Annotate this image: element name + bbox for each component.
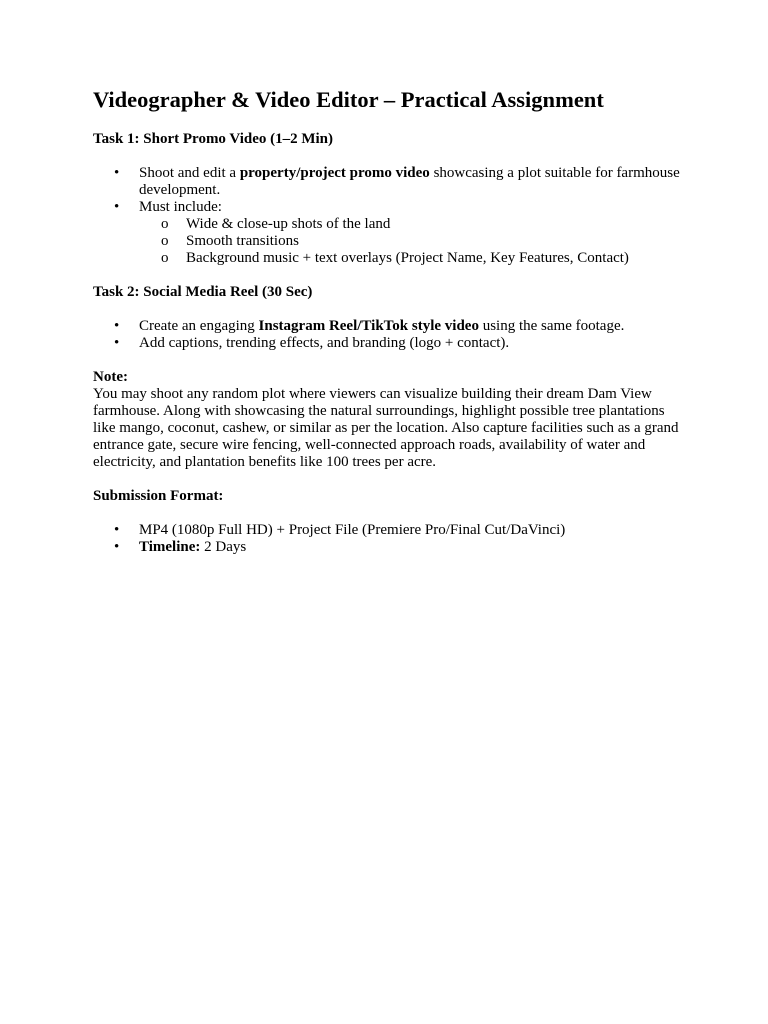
task1-bullet1-post: showcasing a plot suitable for farmhouse development. [139,165,680,198]
task1-bullet1-bold: property/project promo video [239,165,430,181]
sub-list-item: o Background music + text overlays (Project Name, Key Features, Contact) [139,250,683,267]
sub-list-item: o Wide & close-up shots of the land [139,216,683,233]
sub-list-item: o Smooth transitions [139,233,683,250]
list-item: • Add captions, trending effects, and branding (logo + contact). [93,335,683,352]
task1-heading: Task 1: Short Promo Video (1–2 Min) [93,131,334,147]
task2-bullet1-bold: Instagram Reel/TikTok style video [258,318,479,334]
task1-bullet2-label: Must include: [139,199,222,215]
task2-bullet1-post: using the same footage. [478,318,625,334]
list-item: • MP4 (1080p Full HD) + Project File (Premiere Pro/Final Cut/DaVinci) [93,522,683,539]
note-heading: Note: [93,369,128,385]
list-item [93,199,683,267]
list-item [93,165,683,199]
task1-sublist [139,216,683,267]
note-body: You may shoot any random plot where viewers can visualize building their dream Dam View farmhouse. Along with showcasing the natural surroundings, highlight possible tree plantations like mango, coconut, cashew, or similar as per the location. Also capture facilities such as a grand entrance gate, secure wire fencing, well-connected approach roads, availability of water and electricity, and plantation benefits like 100 trees per acre. [93,386,679,470]
submission-list [93,522,683,556]
list-item [93,318,683,335]
timeline-label: Timeline: [139,539,201,555]
document-content [93,86,683,573]
task2-bullet1-pre: Create an engaging [139,318,259,334]
task1-list [93,165,683,267]
submission-heading: Submission Format: [93,488,224,504]
timeline-value: 2 Days [200,539,247,555]
list-item [93,539,683,556]
task2-heading: Task 2: Social Media Reel (30 Sec) [93,284,313,300]
task1-bullet1-pre: Shoot and edit a [139,165,240,181]
task2-list [93,318,683,352]
document-title: Videographer & Video Editor – Practical Assignment [93,87,604,112]
